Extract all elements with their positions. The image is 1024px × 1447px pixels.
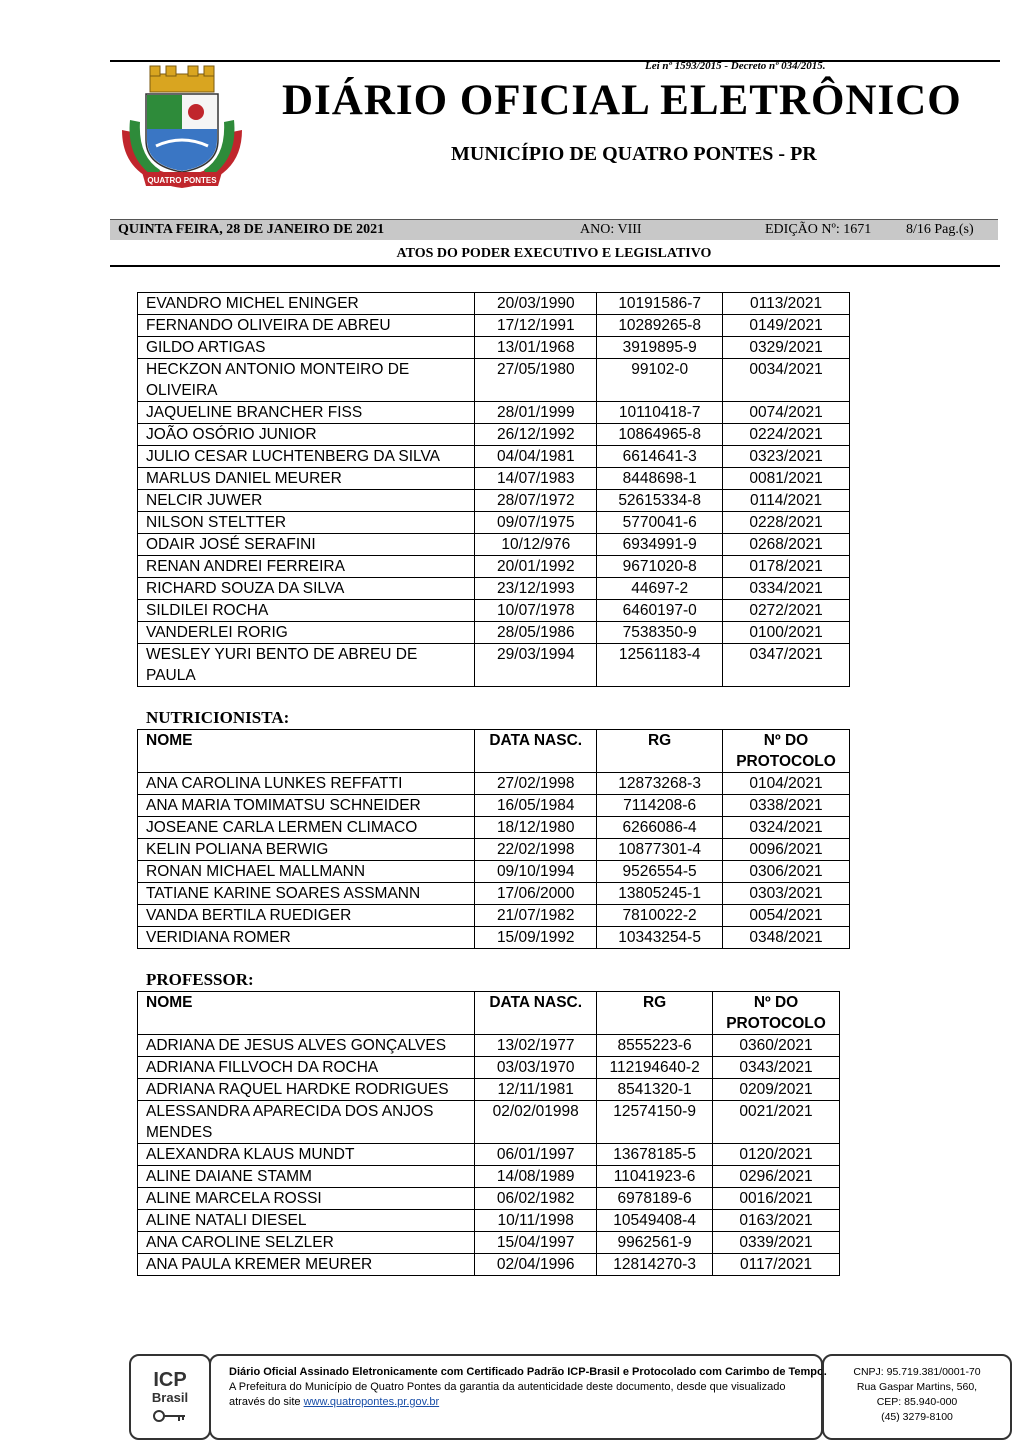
rg-cell: 12814270-3 (597, 1254, 713, 1276)
rg-cell: 10289265-8 (597, 315, 723, 337)
rg-cell: 10110418-7 (597, 402, 723, 424)
name-cell: SILDILEI ROCHA (138, 600, 475, 622)
name-cell: EVANDRO MICHEL ENINGER (138, 293, 475, 315)
rg-cell: 7114208-6 (597, 795, 723, 817)
protocol-cell: 0306/2021 (723, 861, 850, 883)
name-cell: HECKZON ANTONIO MONTEIRO DE OLIVEIRA (138, 359, 475, 402)
table-row (138, 622, 850, 644)
certification-notice (209, 1354, 827, 1440)
svg-text:Brasil: Brasil (151, 1390, 189, 1405)
table-row (138, 315, 850, 337)
birthdate-cell: 10/11/1998 (475, 1210, 597, 1232)
protocol-cell: 0339/2021 (713, 1232, 840, 1254)
birthdate-cell: 20/01/1992 (475, 556, 597, 578)
protocol-cell: 0303/2021 (723, 883, 850, 905)
coat-of-arms-icon (116, 60, 248, 195)
column-header: Nº DO PROTOCOLO (723, 730, 850, 773)
rg-cell: 6460197-0 (597, 600, 723, 622)
rg-cell: 99102-0 (597, 359, 723, 402)
protocol-cell: 0149/2021 (723, 315, 850, 337)
column-header: DATA NASC. (475, 730, 597, 773)
column-header: DATA NASC. (475, 992, 597, 1035)
name-cell: NILSON STELTTER (138, 512, 475, 534)
table-row (138, 773, 850, 795)
table-header-row (138, 730, 850, 773)
section-title: ATOS DO PODER EXECUTIVO E LEGISLATIVO (396, 246, 712, 261)
edition-info-bar (110, 219, 998, 240)
rg-cell: 9526554-5 (597, 861, 723, 883)
name-cell: ALINE MARCELA ROSSI (138, 1188, 475, 1210)
protocol-cell: 0074/2021 (723, 402, 850, 424)
protocol-cell: 0081/2021 (723, 468, 850, 490)
name-cell: ADRIANA DE JESUS ALVES GONÇALVES (138, 1035, 475, 1057)
birthdate-cell: 15/09/1992 (475, 927, 597, 949)
rg-cell: 12873268-3 (597, 773, 723, 795)
rg-cell: 10343254-5 (597, 927, 723, 949)
birthdate-cell: 02/02/01998 (475, 1101, 597, 1144)
birthdate-cell: 23/12/1993 (475, 578, 597, 600)
table-row (138, 468, 850, 490)
name-cell: RONAN MICHAEL MALLMANN (138, 861, 475, 883)
table-row (138, 556, 850, 578)
protocol-cell: 0348/2021 (723, 927, 850, 949)
rg-cell: 10549408-4 (597, 1210, 713, 1232)
table-row (138, 534, 850, 556)
table-row (138, 1210, 840, 1232)
nutricionista-heading: NUTRICIONISTA: (146, 708, 290, 727)
column-header: RG (597, 730, 723, 773)
protocol-cell: 0117/2021 (713, 1254, 840, 1276)
protocol-cell: 0334/2021 (723, 578, 850, 600)
birthdate-cell: 17/06/2000 (475, 883, 597, 905)
name-cell: GILDO ARTIGAS (138, 337, 475, 359)
name-cell: ALEXANDRA KLAUS MUNDT (138, 1144, 475, 1166)
name-cell: WESLEY YURI BENTO DE ABREU DE PAULA (138, 644, 475, 687)
rg-cell: 11041923-6 (597, 1166, 713, 1188)
edition-number: EDIÇÃO Nº: 1671 (765, 222, 872, 237)
protocol-cell: 0120/2021 (713, 1144, 840, 1166)
legal-reference: Lei nº 1593/2015 - Decreto nº 034/2015. (645, 60, 826, 72)
birthdate-cell: 10/12/976 (475, 534, 597, 556)
name-cell: KELIN POLIANA BERWIG (138, 839, 475, 861)
table-row (138, 337, 850, 359)
protocol-cell: 0268/2021 (723, 534, 850, 556)
column-header: Nº DO PROTOCOLO (713, 992, 840, 1035)
table-row (138, 1166, 840, 1188)
name-cell: ADRIANA FILLVOCH DA ROCHA (138, 1057, 475, 1079)
table-row (138, 1144, 840, 1166)
table-row (138, 1254, 840, 1276)
protocol-cell: 0100/2021 (723, 622, 850, 644)
icp-brasil-logo (129, 1354, 211, 1440)
rg-cell: 44697-2 (597, 578, 723, 600)
birthdate-cell: 26/12/1992 (475, 424, 597, 446)
table-row (138, 905, 850, 927)
birthdate-cell: 16/05/1984 (475, 795, 597, 817)
contact-box (822, 1354, 1012, 1440)
name-cell: ANA CAROLINE SELZLER (138, 1232, 475, 1254)
rg-cell: 7538350-9 (597, 622, 723, 644)
authenticity-statement: A Prefeitura do Município de Quatro Pontes da garantia da autenticidade deste documento, desde que visualizado (229, 1381, 786, 1393)
name-cell: NELCIR JUWER (138, 490, 475, 512)
birthdate-cell: 03/03/1970 (475, 1057, 597, 1079)
publication-date: QUINTA FEIRA, 28 DE JANEIRO DE 2021 (118, 222, 385, 237)
name-cell: RENAN ANDREI FERREIRA (138, 556, 475, 578)
table-row (138, 512, 850, 534)
birthdate-cell: 14/07/1983 (475, 468, 597, 490)
rg-cell: 112194640-2 (597, 1057, 713, 1079)
rg-cell: 10191586-7 (597, 293, 723, 315)
name-cell: ODAIR JOSÉ SERAFINI (138, 534, 475, 556)
name-cell: VANDERLEI RORIG (138, 622, 475, 644)
rg-cell: 6934991-9 (597, 534, 723, 556)
svg-text:ICP: ICP (153, 1369, 187, 1391)
protocol-cell: 0096/2021 (723, 839, 850, 861)
section-rule (110, 265, 1000, 267)
rg-cell: 10877301-4 (597, 839, 723, 861)
municipality-name: MUNICÍPIO DE QUATRO PONTES - PR (451, 143, 817, 165)
address: Rua Gaspar Martins, 560, (856, 1381, 978, 1393)
protocol-cell: 0224/2021 (723, 424, 850, 446)
rg-cell: 6614641-3 (597, 446, 723, 468)
rg-cell: 13805245-1 (597, 883, 723, 905)
birthdate-cell: 29/03/1994 (475, 644, 597, 687)
table-row (138, 883, 850, 905)
protocol-cell: 0296/2021 (713, 1166, 840, 1188)
table-row (138, 817, 850, 839)
birthdate-cell: 09/10/1994 (475, 861, 597, 883)
name-cell: RICHARD SOUZA DA SILVA (138, 578, 475, 600)
birthdate-cell: 28/07/1972 (475, 490, 597, 512)
page-count: 8/16 Pag.(s) (906, 222, 974, 237)
protocol-cell: 0329/2021 (723, 337, 850, 359)
column-header: RG (597, 992, 713, 1035)
birthdate-cell: 10/07/1978 (475, 600, 597, 622)
rg-cell: 12574150-9 (597, 1101, 713, 1144)
column-header: NOME (138, 730, 475, 773)
certification-statement: Diário Oficial Assinado Eletronicamente com Certificado Padrão ICP-Brasil e Protocolado com Carimbo de Tempo. (229, 1366, 827, 1378)
professor-heading: PROFESSOR: (146, 970, 254, 989)
table-row (138, 490, 850, 512)
table-row (138, 1101, 840, 1144)
name-cell: JOSEANE CARLA LERMEN CLIMACO (138, 817, 475, 839)
birthdate-cell: 15/04/1997 (475, 1232, 597, 1254)
name-cell: FERNANDO OLIVEIRA DE ABREU (138, 315, 475, 337)
birthdate-cell: 04/04/1981 (475, 446, 597, 468)
name-cell: VANDA BERTILA RUEDIGER (138, 905, 475, 927)
table-row (138, 1035, 840, 1057)
name-cell: MARLUS DANIEL MEURER (138, 468, 475, 490)
protocol-cell: 0163/2021 (713, 1210, 840, 1232)
protocol-cell: 0021/2021 (713, 1101, 840, 1144)
rg-cell: 12561183-4 (597, 644, 723, 687)
rg-cell: 9671020-8 (597, 556, 723, 578)
protocol-cell: 0034/2021 (723, 359, 850, 402)
rg-cell: 13678185-5 (597, 1144, 713, 1166)
birthdate-cell: 28/01/1999 (475, 402, 597, 424)
name-cell: ALINE NATALI DIESEL (138, 1210, 475, 1232)
table-row (138, 927, 850, 949)
protocol-cell: 0347/2021 (723, 644, 850, 687)
table-row (138, 1057, 840, 1079)
continued-candidates-table (137, 292, 850, 687)
protocol-cell: 0324/2021 (723, 817, 850, 839)
name-cell: ALINE DAIANE STAMM (138, 1166, 475, 1188)
name-cell: JAQUELINE BRANCHER FISS (138, 402, 475, 424)
protocol-cell: 0338/2021 (723, 795, 850, 817)
table-row (138, 293, 850, 315)
cep: CEP: 85.940-000 (876, 1396, 958, 1408)
birthdate-cell: 02/04/1996 (475, 1254, 597, 1276)
rg-cell: 6978189-6 (597, 1188, 713, 1210)
rg-cell: 8555223-6 (597, 1035, 713, 1057)
table-header-row (138, 992, 840, 1035)
table-row (138, 1232, 840, 1254)
rg-cell: 10864965-8 (597, 424, 723, 446)
rg-cell: 6266086-4 (597, 817, 723, 839)
name-cell: ANA PAULA KREMER MEURER (138, 1254, 475, 1276)
birthdate-cell: 22/02/1998 (475, 839, 597, 861)
rg-cell: 5770041-6 (597, 512, 723, 534)
protocol-cell: 0054/2021 (723, 905, 850, 927)
birthdate-cell: 06/01/1997 (475, 1144, 597, 1166)
birthdate-cell: 14/08/1989 (475, 1166, 597, 1188)
svg-text:QUATRO PONTES: QUATRO PONTES (147, 176, 217, 185)
birthdate-cell: 21/07/1982 (475, 905, 597, 927)
table-row (138, 402, 850, 424)
name-cell: ADRIANA RAQUEL HARDKE RODRIGUES (138, 1079, 475, 1101)
table-row (138, 424, 850, 446)
rg-cell: 8448698-1 (597, 468, 723, 490)
site-line (229, 1396, 439, 1408)
birthdate-cell: 28/05/1986 (475, 622, 597, 644)
protocol-cell: 0272/2021 (723, 600, 850, 622)
table-row (138, 861, 850, 883)
year-label: ANO: VIII (580, 222, 642, 237)
phone: (45) 3279-8100 (881, 1411, 953, 1423)
rg-cell: 9962561-9 (597, 1232, 713, 1254)
protocol-cell: 0178/2021 (723, 556, 850, 578)
name-cell: JULIO CESAR LUCHTENBERG DA SILVA (138, 446, 475, 468)
column-header: NOME (138, 992, 475, 1035)
rg-cell: 8541320-1 (597, 1079, 713, 1101)
page-title: DIÁRIO OFICIAL ELETRÔNICO (282, 77, 962, 124)
protocol-cell: 0209/2021 (713, 1079, 840, 1101)
birthdate-cell: 20/03/1990 (475, 293, 597, 315)
name-cell: JOÃO OSÓRIO JUNIOR (138, 424, 475, 446)
protocol-cell: 0360/2021 (713, 1035, 840, 1057)
site-link[interactable]: www.quatropontes.pr.gov.br (303, 1396, 440, 1408)
table-row (138, 795, 850, 817)
name-cell: ANA CAROLINA LUNKES REFFATTI (138, 773, 475, 795)
name-cell: ANA MARIA TOMIMATSU SCHNEIDER (138, 795, 475, 817)
rg-cell: 7810022-2 (597, 905, 723, 927)
birthdate-cell: 12/11/1981 (475, 1079, 597, 1101)
birthdate-cell: 18/12/1980 (475, 817, 597, 839)
birthdate-cell: 09/07/1975 (475, 512, 597, 534)
cnpj: CNPJ: 95.719.381/0001-70 (853, 1366, 981, 1378)
name-cell: ALESSANDRA APARECIDA DOS ANJOS MENDES (138, 1101, 475, 1144)
birthdate-cell: 27/05/1980 (475, 359, 597, 402)
protocol-cell: 0113/2021 (723, 293, 850, 315)
protocol-cell: 0016/2021 (713, 1188, 840, 1210)
table-row (138, 1079, 840, 1101)
rg-cell: 52615334-8 (597, 490, 723, 512)
name-cell: TATIANE KARINE SOARES ASSMANN (138, 883, 475, 905)
table-row (138, 600, 850, 622)
birthdate-cell: 13/01/1968 (475, 337, 597, 359)
table-row (138, 446, 850, 468)
birthdate-cell: 17/12/1991 (475, 315, 597, 337)
protocol-cell: 0228/2021 (723, 512, 850, 534)
protocol-cell: 0114/2021 (723, 490, 850, 512)
nutricionista-table (137, 729, 850, 949)
protocol-cell: 0343/2021 (713, 1057, 840, 1079)
professor-table (137, 991, 840, 1276)
table-row (138, 839, 850, 861)
birthdate-cell: 13/02/1977 (475, 1035, 597, 1057)
protocol-cell: 0104/2021 (723, 773, 850, 795)
birthdate-cell: 27/02/1998 (475, 773, 597, 795)
table-row (138, 578, 850, 600)
rg-cell: 3919895-9 (597, 337, 723, 359)
table-row (138, 644, 850, 687)
table-row (138, 1188, 840, 1210)
name-cell: VERIDIANA ROMER (138, 927, 475, 949)
table-row (138, 359, 850, 402)
birthdate-cell: 06/02/1982 (475, 1188, 597, 1210)
protocol-cell: 0323/2021 (723, 446, 850, 468)
site-prefix: através do site (229, 1396, 304, 1408)
